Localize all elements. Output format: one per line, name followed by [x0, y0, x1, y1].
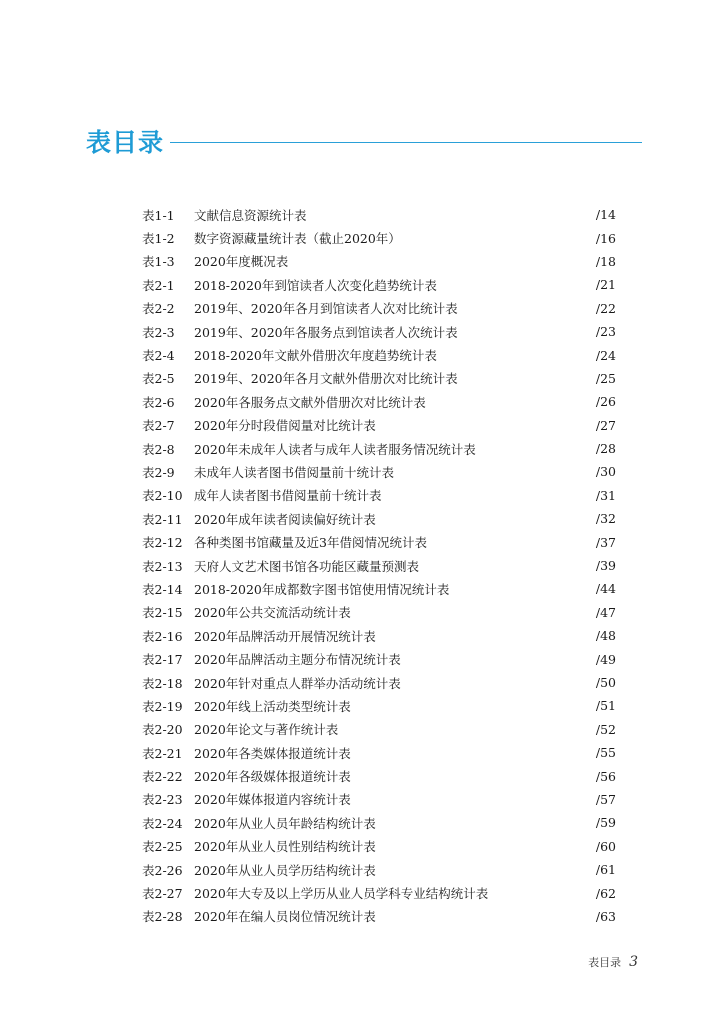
toc-entry-page: /23 [595, 324, 616, 340]
toc-entry-title: 2020年针对重点人群举办活动统计表 [194, 675, 401, 691]
toc-entry-title: 天府人文艺术图书馆各功能区藏量预测表 [194, 558, 420, 574]
toc-entry-page: /51 [595, 698, 616, 714]
toc-entry[interactable] [142, 601, 616, 624]
section-header [86, 126, 642, 162]
toc-entry[interactable] [142, 881, 616, 904]
toc-entry-number: 表2-20 [142, 722, 183, 738]
toc-entry-number: 表1-1 [142, 207, 175, 223]
toc-entry-page: /24 [595, 347, 616, 363]
toc-entry-page: /28 [595, 441, 616, 457]
toc-entry-page: /26 [595, 394, 616, 410]
toc-entry-page: /39 [595, 558, 616, 574]
toc-entry-title: 数字资源藏量统计表（截止2020年） [194, 231, 401, 247]
toc-entry-number: 表2-21 [142, 745, 183, 761]
toc-entry-title: 2020年度概况表 [194, 254, 289, 270]
toc-entry-number: 表2-25 [142, 839, 183, 855]
toc-entry-number: 表2-17 [142, 652, 183, 668]
toc-entry[interactable] [142, 460, 616, 483]
toc-entry-title: 2020年公共交流活动统计表 [194, 605, 351, 621]
toc-entry[interactable] [142, 226, 616, 249]
toc-entry[interactable] [142, 390, 616, 413]
toc-entry-page: /22 [595, 300, 616, 316]
toc-entry-number: 表2-1 [142, 277, 175, 293]
toc-entry[interactable] [142, 764, 616, 787]
toc-entry[interactable] [142, 858, 616, 881]
toc-entry-title: 2020年各类媒体报道统计表 [194, 745, 351, 761]
toc-entry[interactable] [142, 343, 616, 366]
toc-entry[interactable] [142, 484, 616, 507]
toc-entry[interactable] [142, 577, 616, 600]
page-footer [588, 954, 638, 970]
toc-entry[interactable] [142, 741, 616, 764]
toc-entry-title: 2019年、2020年各月文献外借册次对比统计表 [194, 371, 458, 387]
toc-entry[interactable] [142, 788, 616, 811]
toc-entry[interactable] [142, 507, 616, 530]
toc-entry-page: /55 [595, 745, 616, 761]
toc-entry-page: /63 [595, 908, 616, 924]
toc-entry-page: /25 [595, 370, 616, 386]
toc-entry-title: 2020年在编人员岗位情况统计表 [194, 909, 376, 925]
toc-entry-page: /60 [595, 838, 616, 854]
toc-entry-page: /18 [595, 253, 616, 269]
toc-entry[interactable] [142, 203, 616, 226]
footer-section-label: 表目录 [588, 956, 622, 969]
toc-entry[interactable] [142, 718, 616, 741]
toc-entry-number: 表2-14 [142, 581, 183, 597]
toc-entry-number: 表2-10 [142, 488, 183, 504]
toc-entry-number: 表1-3 [142, 254, 175, 270]
toc-entry-page: /57 [595, 791, 616, 807]
toc-entry-number: 表2-7 [142, 418, 175, 434]
toc-entry-title: 2020年媒体报道内容统计表 [194, 792, 351, 808]
toc-entry-page: /16 [595, 230, 616, 246]
toc-entry-number: 表2-6 [142, 394, 175, 410]
toc-entry-title: 各种类图书馆藏量及近3年借阅情况统计表 [194, 535, 427, 551]
toc-entry-number: 表2-11 [142, 511, 183, 527]
toc-entry-number: 表2-13 [142, 558, 183, 574]
toc-entry-page: /59 [595, 815, 616, 831]
toc-entry-title: 2020年从业人员性别结构统计表 [194, 839, 376, 855]
toc-entry-page: /32 [595, 511, 616, 527]
toc-entry-number: 表2-19 [142, 698, 183, 714]
toc-entry-number: 表2-27 [142, 886, 183, 902]
toc-entry-title: 2020年各服务点文献外借册次对比统计表 [194, 394, 426, 410]
toc-entry-title: 文献信息资源统计表 [194, 207, 307, 223]
toc-entry-number: 表2-22 [142, 769, 183, 785]
toc-entry-number: 表2-26 [142, 862, 183, 878]
table-of-contents [142, 203, 616, 928]
toc-entry[interactable] [142, 835, 616, 858]
toc-entry[interactable] [142, 530, 616, 553]
toc-entry[interactable] [142, 297, 616, 320]
footer-page-number: 3 [629, 954, 638, 970]
toc-entry-number: 表2-4 [142, 348, 175, 364]
toc-entry-number: 表2-9 [142, 464, 175, 480]
page-title: 表目录 [86, 128, 165, 157]
toc-entry-title: 2020年未成年人读者与成年人读者服务情况统计表 [194, 441, 476, 457]
toc-entry-number: 表2-23 [142, 792, 183, 808]
toc-entry[interactable] [142, 647, 616, 670]
toc-entry[interactable] [142, 671, 616, 694]
toc-entry-page: /47 [595, 604, 616, 620]
toc-entry-page: /21 [595, 277, 616, 293]
toc-entry-page: /30 [595, 464, 616, 480]
toc-entry-number: 表2-15 [142, 605, 183, 621]
toc-entry-title: 2019年、2020年各月到馆读者人次对比统计表 [194, 301, 458, 317]
toc-entry-title: 2020年大专及以上学历从业人员学科专业结构统计表 [194, 886, 489, 902]
toc-entry-title: 2020年品牌活动主题分布情况统计表 [194, 652, 401, 668]
toc-entry-title: 2019年、2020年各服务点到馆读者人次统计表 [194, 324, 458, 340]
toc-entry-number: 表2-18 [142, 675, 183, 691]
toc-entry-title: 2020年线上活动类型统计表 [194, 698, 351, 714]
toc-entry-title: 2020年品牌活动开展情况统计表 [194, 628, 376, 644]
toc-entry[interactable] [142, 437, 616, 460]
toc-entry[interactable] [142, 414, 616, 437]
toc-entry[interactable] [142, 367, 616, 390]
toc-entry-title: 2020年成年读者阅读偏好统计表 [194, 511, 376, 527]
toc-entry-number: 表2-3 [142, 324, 175, 340]
toc-entry-page: /50 [595, 675, 616, 690]
toc-entry-title: 2020年从业人员年龄结构统计表 [194, 815, 376, 831]
toc-entry-title: 未成年人读者图书借阅量前十统计表 [194, 464, 395, 480]
toc-entry-page: /49 [595, 651, 616, 667]
toc-entry-title: 成年人读者图书借阅量前十统计表 [194, 488, 382, 504]
toc-entry-number: 表2-8 [142, 441, 175, 457]
toc-entry[interactable] [142, 905, 616, 928]
toc-entry-page: /31 [595, 487, 616, 503]
toc-entry[interactable] [142, 554, 616, 577]
toc-entry-title: 2018-2020年文献外借册次年度趋势统计表 [194, 348, 437, 364]
toc-entry[interactable] [142, 320, 616, 343]
toc-entry-page: /14 [595, 207, 616, 223]
toc-entry-number: 表1-2 [142, 231, 175, 247]
toc-entry-page: /27 [595, 417, 616, 433]
toc-entry-title: 2020年论文与著作统计表 [194, 722, 339, 738]
toc-entry-number: 表2-12 [142, 535, 183, 551]
toc-entry-page: /48 [595, 628, 616, 644]
toc-entry-number: 表2-2 [142, 301, 175, 317]
toc-entry-number: 表2-24 [142, 815, 183, 831]
toc-entry-page: /61 [595, 862, 616, 878]
toc-entry-title: 2020年分时段借阅量对比统计表 [194, 418, 376, 434]
toc-entry-number: 表2-5 [142, 371, 175, 387]
header-divider [170, 142, 642, 143]
toc-entry-page: /62 [595, 885, 616, 901]
toc-entry[interactable] [142, 624, 616, 647]
toc-entry-title: 2018-2020年成都数字图书馆使用情况统计表 [194, 581, 450, 597]
toc-entry-number: 表2-28 [142, 909, 183, 925]
toc-entry-title: 2020年各级媒体报道统计表 [194, 769, 351, 785]
toc-entry-title: 2018-2020年到馆读者人次变化趋势统计表 [194, 277, 437, 293]
toc-entry[interactable] [142, 811, 616, 834]
toc-entry-page: /37 [595, 534, 616, 550]
toc-entry-title: 2020年从业人员学历结构统计表 [194, 862, 376, 878]
toc-entry-page: /56 [595, 768, 616, 784]
toc-entry[interactable] [142, 250, 616, 273]
toc-entry-number: 表2-16 [142, 628, 183, 644]
toc-entry-page: /52 [595, 721, 616, 737]
toc-entry[interactable] [142, 694, 616, 717]
toc-entry-page: /44 [595, 581, 616, 597]
toc-entry[interactable] [142, 273, 616, 296]
